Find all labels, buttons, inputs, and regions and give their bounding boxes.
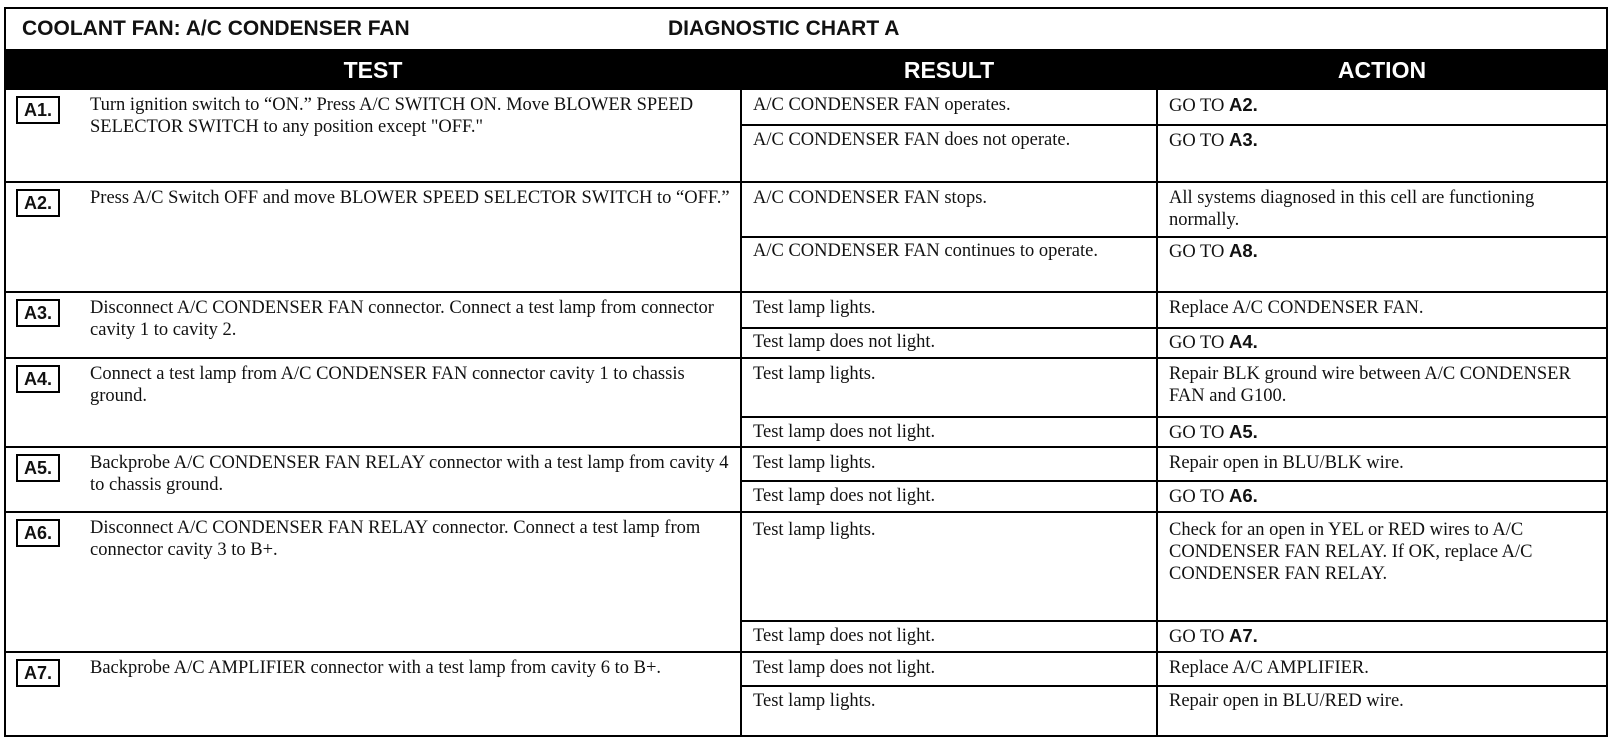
action-text	[1169, 657, 1599, 679]
action-text	[1169, 690, 1599, 712]
result-text: A/C CONDENSER FAN operates.	[753, 95, 1011, 115]
goto-step-reference: A5.	[1228, 421, 1258, 442]
chart-subtitle: DIAGNOSTIC CHART A	[668, 17, 900, 40]
action-text	[1169, 421, 1599, 444]
column-header-row	[6, 51, 1606, 90]
test-instruction: Backprobe A/C CONDENSER FAN RELAY connector with a test lamp from cavity 4 to chassis ground.	[90, 453, 729, 495]
action-prefix: Repair open in BLU/RED wire.	[1169, 691, 1404, 711]
header-test: TEST	[343, 57, 403, 83]
result-text: A/C CONDENSER FAN continues to operate.	[753, 241, 1098, 261]
goto-step-reference: A3.	[1228, 129, 1258, 150]
action-prefix: GO TO	[1169, 242, 1229, 262]
chart-title: COOLANT FAN: A/C CONDENSER FAN	[22, 17, 410, 40]
action-prefix: All systems diagnosed in this cell are functioning normally.	[1169, 188, 1535, 230]
step-a3	[6, 293, 1606, 359]
step-id-label: A5.	[16, 454, 60, 482]
test-instruction: Backprobe A/C AMPLIFIER connector with a test lamp from cavity 6 to B+.	[90, 658, 661, 678]
result-text: Test lamp lights.	[753, 298, 876, 318]
action-text	[1169, 519, 1599, 585]
result-text: Test lamp lights.	[753, 364, 876, 384]
step-a7	[6, 653, 1606, 740]
result-text: Test lamp does not light.	[753, 658, 936, 678]
result-row-divider	[742, 685, 1606, 687]
goto-step-reference: A7.	[1228, 625, 1258, 646]
result-row-divider	[742, 416, 1606, 418]
step-a6	[6, 513, 1606, 653]
action-text	[1169, 625, 1599, 648]
result-row-divider	[742, 480, 1606, 482]
diagnostic-chart	[4, 7, 1608, 737]
action-prefix: GO TO	[1169, 333, 1229, 353]
result-row-divider	[742, 124, 1606, 126]
step-id-label: A1.	[16, 96, 60, 124]
action-prefix: Repair open in BLU/BLK wire.	[1169, 453, 1404, 473]
result-text: Test lamp lights.	[753, 453, 876, 473]
action-text	[1169, 331, 1599, 354]
action-prefix: GO TO	[1169, 423, 1229, 443]
action-prefix: Repair BLK ground wire between A/C CONDENSER FAN and G100.	[1169, 364, 1571, 406]
action-prefix: Replace A/C AMPLIFIER.	[1169, 658, 1369, 678]
header-result: RESULT	[903, 57, 995, 83]
action-text	[1169, 240, 1599, 263]
result-text: Test lamp does not light.	[753, 486, 936, 506]
result-text: A/C CONDENSER FAN stops.	[753, 188, 988, 208]
step-id-label: A3.	[16, 299, 60, 327]
action-prefix: GO TO	[1169, 627, 1229, 647]
result-row-divider	[742, 327, 1606, 329]
goto-step-reference: A8.	[1228, 240, 1258, 261]
result-text: Test lamp lights.	[753, 691, 876, 711]
test-instruction: Press A/C Switch OFF and move BLOWER SPEED SELECTOR SWITCH to “OFF.”	[90, 188, 730, 208]
step-a5	[6, 448, 1606, 513]
result-text: Test lamp does not light.	[753, 626, 936, 646]
action-text	[1169, 363, 1599, 407]
step-id-label: A6.	[16, 519, 60, 547]
step-id-label: A7.	[16, 659, 60, 687]
action-prefix: GO TO	[1169, 131, 1229, 151]
step-a4	[6, 359, 1606, 448]
action-prefix: GO TO	[1169, 487, 1229, 507]
test-instruction: Disconnect A/C CONDENSER FAN RELAY connector. Connect a test lamp from connector cavity 3 to B+.	[90, 518, 701, 560]
action-text	[1169, 129, 1599, 152]
action-text	[1169, 452, 1599, 474]
step-a1	[6, 90, 1606, 183]
result-row-divider	[742, 236, 1606, 238]
step-id-label: A2.	[16, 189, 60, 217]
step-id-label: A4.	[16, 365, 60, 393]
action-text	[1169, 187, 1599, 231]
result-row-divider	[742, 620, 1606, 622]
step-a2	[6, 183, 1606, 293]
action-prefix: GO TO	[1169, 96, 1229, 116]
test-instruction: Connect a test lamp from A/C CONDENSER FAN connector cavity 1 to chassis ground.	[90, 364, 685, 406]
goto-step-reference: A6.	[1228, 485, 1258, 506]
action-text	[1169, 297, 1599, 319]
goto-step-reference: A2.	[1228, 94, 1258, 115]
test-instruction: Turn ignition switch to “ON.” Press A/C SWITCH ON. Move BLOWER SPEED SELECTOR SWITCH to any position except "OFF."	[90, 95, 694, 137]
goto-step-reference: A4.	[1228, 331, 1258, 352]
action-text	[1169, 485, 1599, 508]
action-text	[1169, 94, 1599, 117]
header-action: ACTION	[1337, 57, 1427, 83]
result-text: Test lamp does not light.	[753, 422, 936, 442]
result-text: Test lamp lights.	[753, 520, 876, 540]
result-text: A/C CONDENSER FAN does not operate.	[753, 130, 1071, 150]
test-instruction: Disconnect A/C CONDENSER FAN connector. Connect a test lamp from connector cavity 1 to cavity 2.	[90, 298, 714, 340]
result-text: Test lamp does not light.	[753, 332, 936, 352]
action-prefix: Replace A/C CONDENSER FAN.	[1169, 298, 1424, 318]
action-prefix: Check for an open in YEL or RED wires to A/C CONDENSER FAN RELAY. If OK, replace A/C CONDENSER FAN RELAY.	[1169, 520, 1533, 584]
title-bar	[6, 9, 1606, 51]
